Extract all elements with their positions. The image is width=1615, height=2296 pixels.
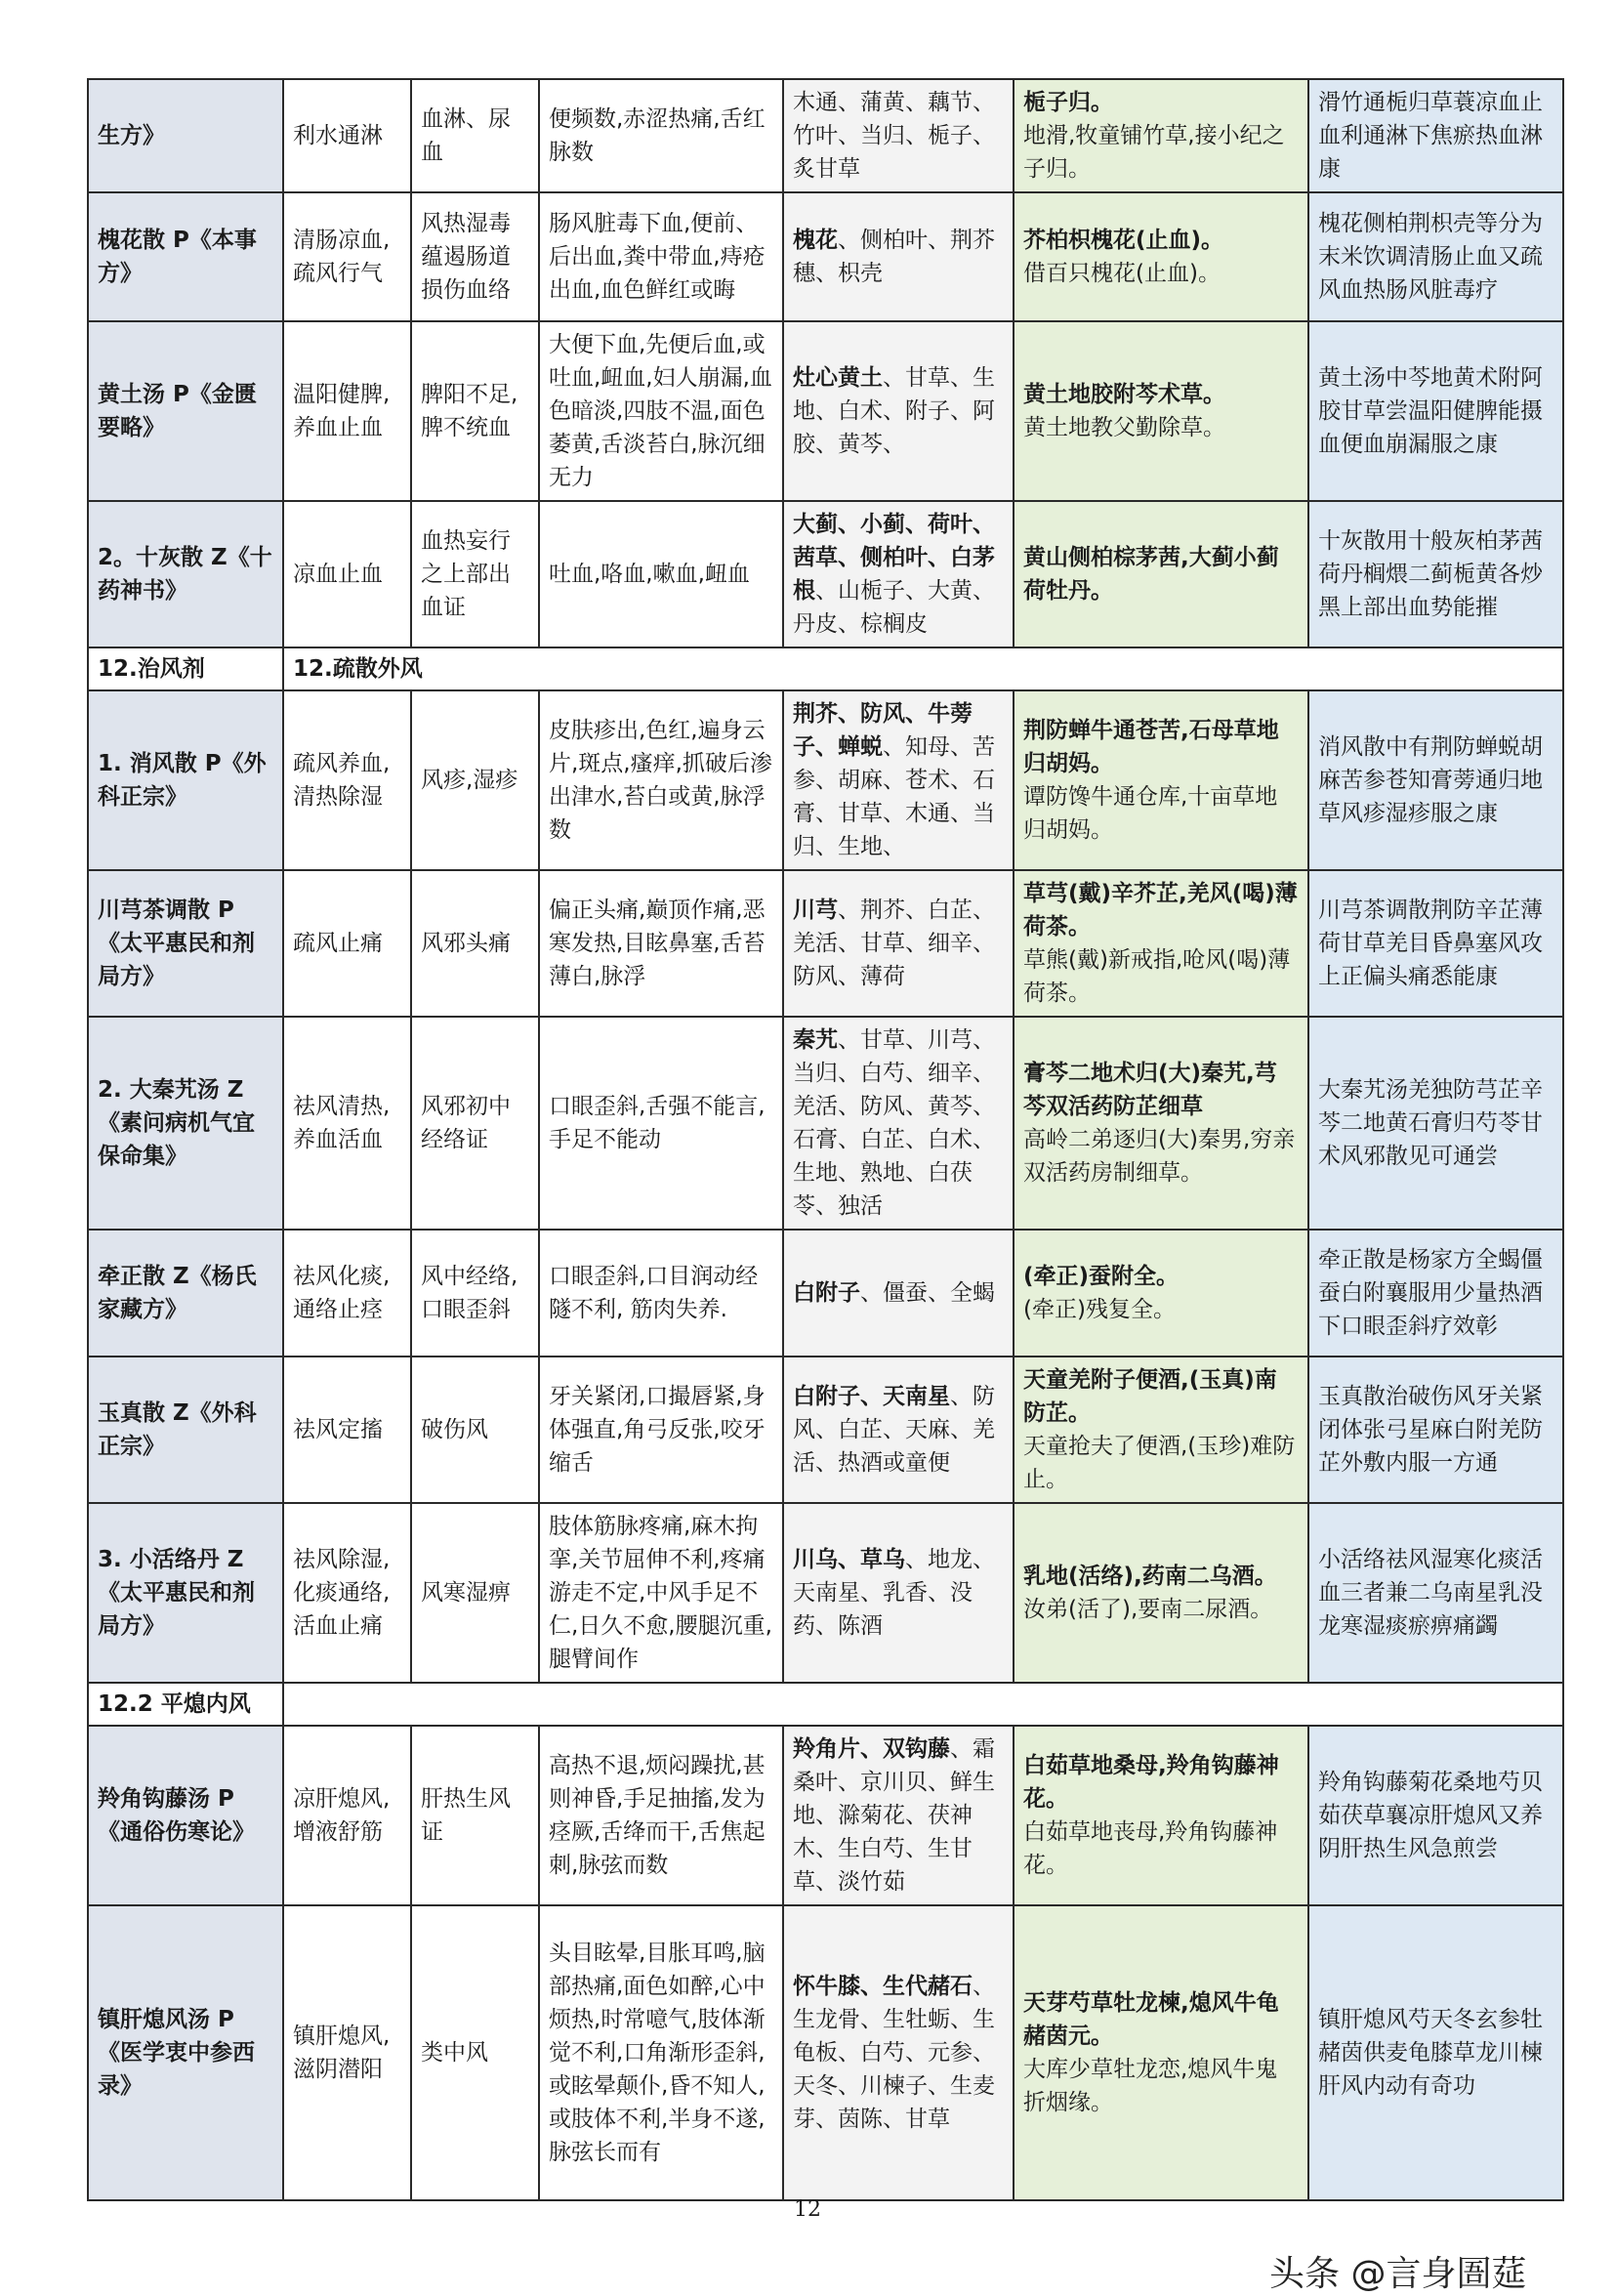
mnemonic-phrase: 草熊(戴)新戒指,呛风(喝)薄荷茶。 xyxy=(1023,947,1291,1006)
formula-row xyxy=(88,690,1563,870)
mnemonic-key: 草芎(戴)辛芥芷,羌风(喝)薄荷茶。 xyxy=(1023,881,1298,939)
indication-cell: 血热妄行之上部出血证 xyxy=(411,501,539,647)
symptoms-cell: 皮肤疹出,色红,遍身云片,斑点,瘙痒,抓破后渗出津水,苔白或黄,脉浮数 xyxy=(539,690,783,870)
verse-cell: 玉真散治破伤风牙关紧闭体张弓星麻白附羌防芷外敷内服一方通 xyxy=(1308,1357,1563,1503)
mnemonic-phrase: 高岭二弟逐归(大)秦男,穷亲双活药房制细草。 xyxy=(1023,1127,1296,1186)
section-title: 12.2 平熄内风 xyxy=(88,1683,283,1726)
indication-cell: 风邪头痛 xyxy=(411,870,539,1017)
mnemonic-phrase: 借百只槐花(止血)。 xyxy=(1023,261,1221,286)
mnemonic-key: 荆防蝉牛通苍苦,石母草地归胡妈。 xyxy=(1023,718,1279,776)
indication-cell: 肝热生风证 xyxy=(411,1726,539,1905)
symptoms-cell: 口眼歪斜,舌强不能言,手足不能动 xyxy=(539,1017,783,1230)
mnemonic-phrase: (牵正)残复全。 xyxy=(1023,1297,1176,1322)
symptoms-cell: 肠风脏毒下血,便前、后出血,粪中带血,痔疮出血,血色鲜红或晦 xyxy=(539,192,783,321)
verse-cell: 小活络祛风湿寒化痰活血三者兼二乌南星乳没龙寒湿痰瘀痹痛蠲 xyxy=(1308,1503,1563,1683)
herbs-cell xyxy=(783,1905,1014,2200)
mnemonic-cell xyxy=(1014,1503,1308,1683)
section-subtitle xyxy=(283,1683,1563,1726)
other-herbs: 、甘草、川芎、当归、白芍、细辛、羌活、防风、黄芩、石膏、白芷、白术、生地、熟地、白茯苓、独活 xyxy=(793,1027,995,1219)
mnemonic-cell xyxy=(1014,1230,1308,1357)
indication-cell: 风热湿毒蕴遏肠道损伤血络 xyxy=(411,192,539,321)
formula-row xyxy=(88,192,1563,321)
symptoms-cell: 牙关紧闭,口撮唇紧,身体强直,角弓反张,咬牙缩舌 xyxy=(539,1357,783,1503)
section-subtitle: 12.疏散外风 xyxy=(283,647,1563,690)
other-herbs: 、知母、苦参、胡麻、苍术、石膏、甘草、木通、当归、生地、 xyxy=(793,734,995,859)
mnemonic-cell xyxy=(1014,1726,1308,1905)
indication-cell: 风疹,湿疹 xyxy=(411,690,539,870)
herbs-cell xyxy=(783,690,1014,870)
formula-name-cell: 2。十灰散 Z《十药神书》 xyxy=(88,501,283,647)
section-header-row xyxy=(88,1683,1563,1726)
formula-row xyxy=(88,1017,1563,1230)
mnemonic-key: 乳地(活络),药南二乌酒。 xyxy=(1023,1564,1277,1589)
formula-table-body xyxy=(88,79,1563,2200)
verse-cell: 滑竹通栀归草蓑凉血止血利通淋下焦瘀热血淋康 xyxy=(1308,79,1563,192)
mnemonic-phrase: 汝弟(活了),要南二尿酒。 xyxy=(1023,1597,1273,1622)
effect-cell: 温阳健脾,养血止血 xyxy=(283,321,411,501)
key-herbs: 羚角片、双钩藤 xyxy=(793,1736,950,1762)
verse-cell: 羚角钩藤菊花桑地芍贝茹茯草襄凉肝熄风又养阴肝热生风急煎尝 xyxy=(1308,1726,1563,1905)
key-herbs: 灶心黄土 xyxy=(793,365,883,391)
key-herbs: 槐花 xyxy=(793,228,838,253)
herbs-cell xyxy=(783,192,1014,321)
formula-row xyxy=(88,1357,1563,1503)
formula-name-cell: 黄土汤 P《金匮要略》 xyxy=(88,321,283,501)
indication-cell: 类中风 xyxy=(411,1905,539,2200)
watermark: 头条 @言身圄莚 xyxy=(1269,2254,1527,2294)
formula-name-cell: 羚角钩藤汤 P《通俗伤寒论》 xyxy=(88,1726,283,1905)
effect-cell: 祛风定搐 xyxy=(283,1357,411,1503)
formula-name-cell: 川芎茶调散 P《太平惠民和剂局方》 xyxy=(88,870,283,1017)
formula-row xyxy=(88,1230,1563,1357)
herbs-cell xyxy=(783,321,1014,501)
page-number: 12 xyxy=(794,2197,821,2222)
effect-cell: 祛风清热,养血活血 xyxy=(283,1017,411,1230)
formula-name-cell: 3. 小活络丹 Z《太平惠民和剂局方》 xyxy=(88,1503,283,1683)
mnemonic-cell xyxy=(1014,1905,1308,2200)
mnemonic-phrase: 天童抢夫了便酒,(玉珍)难防止。 xyxy=(1023,1434,1296,1492)
indication-cell: 血淋、尿血 xyxy=(411,79,539,192)
verse-cell: 大秦艽汤羌独防芎芷辛芩二地黄石膏归芍苓甘术风邪散见可通尝 xyxy=(1308,1017,1563,1230)
other-herbs: 、地龙、天南星、乳香、没药、陈酒 xyxy=(793,1547,995,1639)
mnemonic-key: 天芽芍草牡龙楝,熄风牛龟赭茵元。 xyxy=(1023,1990,1279,2049)
other-herbs: 、侧柏叶、荆芥穗、枳壳 xyxy=(793,228,995,286)
key-herbs: 荆芥、防风、牛蒡子、蝉蜕 xyxy=(793,701,973,760)
mnemonic-key: 天童羌附子便酒,(玉真)南防芷。 xyxy=(1023,1367,1277,1426)
formula-name-cell: 玉真散 Z《外科正宗》 xyxy=(88,1357,283,1503)
mnemonic-cell xyxy=(1014,1357,1308,1503)
herbs-cell xyxy=(783,501,1014,647)
herbs-cell xyxy=(783,1230,1014,1357)
formula-row xyxy=(88,1503,1563,1683)
other-herbs: 、甘草、生地、白术、附子、阿胶、黄芩、 xyxy=(793,365,995,457)
mnemonic-key: 栀子归。 xyxy=(1023,90,1113,115)
effect-cell: 凉肝熄风,增液舒筋 xyxy=(283,1726,411,1905)
other-herbs: 、防风、白芷、天麻、羌活、热酒或童便 xyxy=(793,1384,995,1476)
formula-row xyxy=(88,321,1563,501)
key-herbs: 秦艽 xyxy=(793,1027,838,1053)
symptoms-cell: 头目眩晕,目胀耳鸣,脑部热痛,面色如醉,心中烦热,时常噫气,肢体渐觉不利,口角渐形歪斜,或眩晕颠仆,昏不知人,或肢体不利,半身不遂,脉弦长而有 xyxy=(539,1905,783,2200)
formula-name-cell: 镇肝熄风汤 P《医学衷中参西录》 xyxy=(88,1905,283,2200)
key-herbs: 怀牛膝、生代赭石 xyxy=(793,1974,973,1999)
key-herbs: 白附子 xyxy=(793,1280,860,1306)
formula-name-cell: 牵正散 Z《杨氏家藏方》 xyxy=(88,1230,283,1357)
herbs-cell xyxy=(783,1503,1014,1683)
formula-name-cell: 槐花散 P《本事方》 xyxy=(88,192,283,321)
other-herbs: 、生龙骨、生牡蛎、生龟板、白芍、元参、天冬、川楝子、生麦芽、茵陈、甘草 xyxy=(793,1974,995,2132)
herbs-cell xyxy=(783,1357,1014,1503)
section-header-row xyxy=(88,647,1563,690)
effect-cell: 祛风除湿,化痰通络,活血止痛 xyxy=(283,1503,411,1683)
herbs-cell xyxy=(783,1726,1014,1905)
mnemonic-key: 黄土地胶附芩术草。 xyxy=(1023,382,1225,407)
herbs-cell xyxy=(783,79,1014,192)
effect-cell: 凉血止血 xyxy=(283,501,411,647)
formula-row xyxy=(88,501,1563,647)
mnemonic-cell xyxy=(1014,870,1308,1017)
other-herbs: 、霜桑叶、京川贝、鲜生地、滁菊花、茯神木、生白芍、生甘草、淡竹茹 xyxy=(793,1736,995,1895)
symptoms-cell: 大便下血,先便后血,或吐血,衄血,妇人崩漏,血色暗淡,四肢不温,面色萎黄,舌淡苔白,脉沉细无力 xyxy=(539,321,783,501)
formula-row xyxy=(88,1905,1563,2200)
indication-cell: 风寒湿痹 xyxy=(411,1503,539,1683)
indication-cell: 风邪初中经络证 xyxy=(411,1017,539,1230)
key-herbs: 大蓟、小蓟、荷叶、茜草、侧柏叶、白茅根 xyxy=(793,512,995,604)
formula-row xyxy=(88,79,1563,192)
other-herbs: 、荆芥、白芷、羌活、甘草、细辛、防风、薄荷 xyxy=(793,898,995,989)
verse-cell: 川芎茶调散荆防辛芷薄荷甘草羌目昏鼻塞风攻上正偏头痛悉能康 xyxy=(1308,870,1563,1017)
mnemonic-phrase: 黄土地教父勤除草。 xyxy=(1023,415,1225,440)
effect-cell: 利水通淋 xyxy=(283,79,411,192)
formula-row xyxy=(88,1726,1563,1905)
symptoms-cell: 肢体筋脉疼痛,麻木拘挛,关节屈伸不利,疼痛游走不定,中风手足不仁,日久不愈,腰腿沉重,腿臂间作 xyxy=(539,1503,783,1683)
herbs-cell xyxy=(783,1017,1014,1230)
verse-cell: 镇肝熄风芍天冬玄参牡赭茵供麦龟膝草龙川楝肝风内动有奇功 xyxy=(1308,1905,1563,2200)
mnemonic-key: 黄山侧柏棕茅茜,大蓟小蓟荷牡丹。 xyxy=(1023,545,1279,604)
mnemonic-key: 芥柏枳槐花(止血)。 xyxy=(1023,228,1224,253)
symptoms-cell: 口眼歪斜,口目润动经隧不利, 筋肉失养. xyxy=(539,1230,783,1357)
symptoms-cell: 便频数,赤涩热痛,舌红脉数 xyxy=(539,79,783,192)
effect-cell: 疏风养血,清热除湿 xyxy=(283,690,411,870)
effect-cell: 镇肝熄风,滋阴潜阳 xyxy=(283,1905,411,2200)
verse-cell: 槐花侧柏荆枳壳等分为末米饮调清肠止血又疏风血热肠风脏毒疗 xyxy=(1308,192,1563,321)
formula-name-cell: 生方》 xyxy=(88,79,283,192)
other-herbs: 、僵蚕、全蝎 xyxy=(860,1280,995,1306)
other-herbs: 木通、蒲黄、藕节、竹叶、当归、栀子、炙甘草 xyxy=(793,90,995,182)
mnemonic-cell xyxy=(1014,79,1308,192)
verse-cell: 十灰散用十般灰柏茅茜荷丹榈煨二蓟栀黄各炒黑上部出血势能摧 xyxy=(1308,501,1563,647)
effect-cell: 清肠凉血,疏风行气 xyxy=(283,192,411,321)
symptoms-cell: 偏正头痛,巅顶作痛,恶寒发热,目眩鼻塞,舌苔薄白,脉浮 xyxy=(539,870,783,1017)
herbs-cell xyxy=(783,870,1014,1017)
mnemonic-cell xyxy=(1014,321,1308,501)
mnemonic-key: 膏芩二地术归(大)秦艽,芎芩双活药防芷细草 xyxy=(1023,1061,1277,1119)
effect-cell: 祛风化痰,通络止痉 xyxy=(283,1230,411,1357)
section-title: 12.治风剂 xyxy=(88,647,283,690)
mnemonic-cell xyxy=(1014,1017,1308,1230)
mnemonic-phrase: 大库少草牡龙恋,熄风牛鬼折烟缘。 xyxy=(1023,2057,1278,2115)
indication-cell: 风中经络,口眼歪斜 xyxy=(411,1230,539,1357)
key-herbs: 白附子、天南星 xyxy=(793,1384,950,1409)
mnemonic-cell xyxy=(1014,690,1308,870)
formula-table xyxy=(87,78,1564,2201)
effect-cell: 疏风止痛 xyxy=(283,870,411,1017)
mnemonic-key: 白茹草地桑母,羚角钩藤神花。 xyxy=(1023,1753,1279,1812)
other-herbs: 、山栀子、大黄、丹皮、棕榈皮 xyxy=(793,578,995,637)
symptoms-cell: 高热不退,烦闷躁扰,甚则神昏,手足抽搐,发为痉厥,舌绛而干,舌焦起刺,脉弦而数 xyxy=(539,1726,783,1905)
verse-cell: 消风散中有荆防蝉蜕胡麻苦参苍知膏蒡通归地草风疹湿疹服之康 xyxy=(1308,690,1563,870)
mnemonic-key: (牵正)蚕附全。 xyxy=(1023,1264,1180,1289)
verse-cell: 黄土汤中芩地黄术附阿胶甘草尝温阳健脾能摄血便血崩漏服之康 xyxy=(1308,321,1563,501)
formula-name-cell: 2. 大秦艽汤 Z《素问病机气宜保命集》 xyxy=(88,1017,283,1230)
mnemonic-phrase: 谭防馋牛通仓库,十亩草地归胡妈。 xyxy=(1023,784,1278,843)
verse-cell: 牵正散是杨家方全蝎僵蚕白附襄服用少量热酒下口眼歪斜疗效彰 xyxy=(1308,1230,1563,1357)
mnemonic-cell xyxy=(1014,501,1308,647)
key-herbs: 川芎 xyxy=(793,898,838,923)
symptoms-cell: 吐血,咯血,嗽血,衄血 xyxy=(539,501,783,647)
formula-row xyxy=(88,870,1563,1017)
formula-name-cell: 1. 消风散 P《外科正宗》 xyxy=(88,690,283,870)
key-herbs: 川乌、草乌 xyxy=(793,1547,905,1572)
mnemonic-phrase: 白茹草地丧母,羚角钩藤神花。 xyxy=(1023,1819,1278,1878)
indication-cell: 脾阳不足,脾不统血 xyxy=(411,321,539,501)
mnemonic-phrase: 地滑,牧童铺竹草,接小纪之子归。 xyxy=(1023,123,1285,182)
indication-cell: 破伤风 xyxy=(411,1357,539,1503)
mnemonic-cell xyxy=(1014,192,1308,321)
